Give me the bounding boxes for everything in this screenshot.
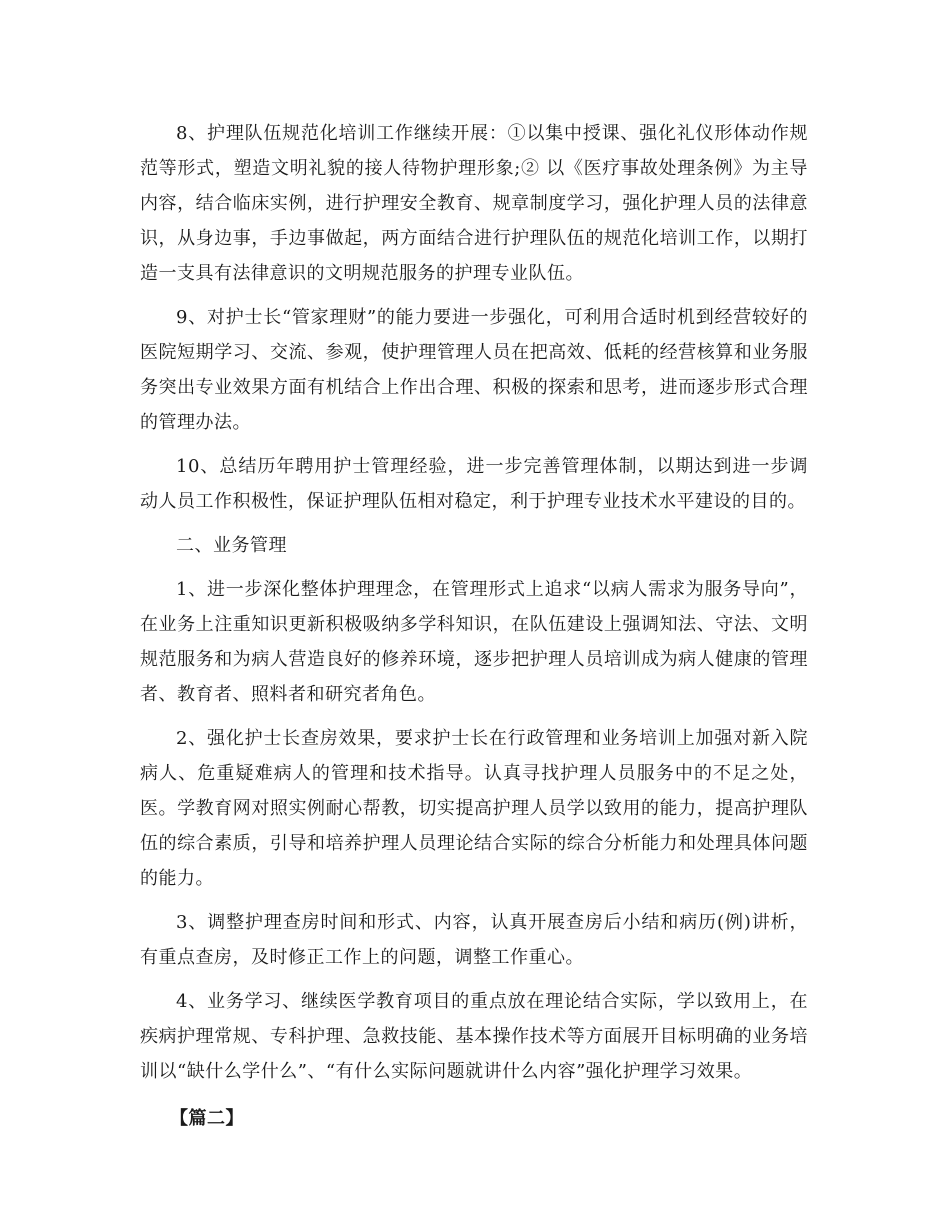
- section-mark-part-two: 【篇二】: [170, 1108, 244, 1129]
- section-heading-business-management: 二、业务管理: [176, 535, 287, 556]
- paragraph-item-10: 10、总结历年聘用护士管理经验，进一步完善管理体制，以期达到进一步调动人员工作积极性，保证护理队伍相对稳定，利于护理专业技术水平建设的目的。: [140, 456, 808, 512]
- paragraph-item-8: 8、护理队伍规范化培训工作继续开展：①以集中授课、强化礼仪形体动作规范等形式，塑造文明礼貌的接人待物护理形象;② 以《医疗事故处理条例》为主导内容，结合临床实例，进行护理安全教育、规章制度学习，强化护理人员的法律意识，从身边事，手边事做起，两方面结合进行护理队伍的规范化培训工作，以期打造一支具有法律意识的文明规范服务的护理专业队伍。: [140, 123, 808, 284]
- document-page: [140, 116, 808, 1136]
- paragraph-business-4: 4、业务学习、继续医学教育项目的重点放在理论结合实际，学以致用上，在疾病护理常规、专科护理、急救技能、基本操作技术等方面展开目标明确的业务培训以“缺什么学什么”、“有什么实际问题就讲什么内容”强化护理学习效果。: [140, 991, 808, 1082]
- paragraph-business-2: 2、强化护士长查房效果，要求护士长在行政管理和业务培训上加强对新入院病人、危重疑难病人的管理和技术指导。认真寻找护理人员服务中的不足之处，医。学教育网对照实例耐心帮教，切实提高护理人员学以致用的能力，提高护理队伍的综合素质，引导和培养护理人员理论结合实际的综合分析能力和处理具体问题的能力。: [140, 728, 808, 889]
- paragraph-item-9: 9、对护士长“管家理财”的能力要进一步强化，可利用合适时机到经营较好的医院短期学习、交流、参观，使护理管理人员在把高效、低耗的经营核算和业务服务突出专业效果方面有机结合上作出合理、积极的探索和思考，进而逐步形式合理的管理办法。: [140, 307, 808, 433]
- paragraph-business-1: 1、进一步深化整体护理理念，在管理形式上追求“以病人需求为服务导向”，在业务上注重知识更新积极吸纳多学科知识，在队伍建设上强调知法、守法、文明规范服务和为病人营造良好的修养环境，逐步把护理人员培训成为病人健康的管理者、教育者、照料者和研究者角色。: [140, 579, 808, 705]
- paragraph-business-3: 3、调整护理查房时间和形式、内容，认真开展查房后小结和病历(例)讲析，有重点查房，及时修正工作上的问题，调整工作重心。: [140, 912, 808, 968]
